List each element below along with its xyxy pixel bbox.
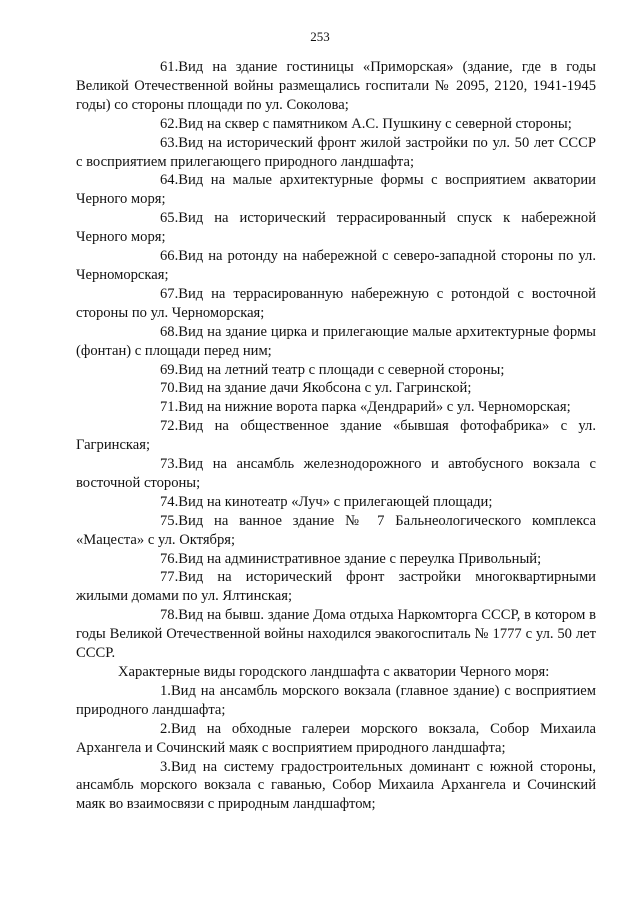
item-text: Вид на здание гостиницы «Приморская» (здание, где в годы Великой Отечественной войны размещались госпитали № 2095, 2120, 1941-1945 годы) со стороны площади по ул. Соколова; (76, 59, 596, 113)
item-text: Вид на обходные галереи морского вокзала, Собор Михаила Архангела и Сочинский маяк с восприятием природного ландшафта; (76, 720, 596, 756)
item-number: 74. (160, 493, 179, 510)
item-text: Вид на систему градостроительных доминант с южной стороны, ансамбль морского вокзала с гаванью, Собор Михаила Архангела и Сочинский маяк во взаимосвязи с природным ландшафтом; (76, 758, 596, 813)
item-text: Вид на ансамбль морского вокзала (главное здание) с восприятием природного ландшафта; (76, 682, 596, 718)
list-item (76, 512, 596, 550)
list-item (76, 568, 596, 606)
list-item (76, 550, 596, 569)
list-item (76, 417, 596, 455)
item-text: Вид на нижние ворота парка «Дендрарий» с ул. Черноморская; (178, 399, 571, 416)
item-text: Вид на исторический террасированный спуск к набережной Черного моря; (76, 210, 596, 246)
item-number: 75. (160, 512, 179, 529)
item-text: Вид на исторический фронт застройки многоквартирными жилыми домами по ул. Ялтинская; (76, 569, 596, 605)
list-item (76, 606, 596, 663)
list-item (76, 682, 596, 720)
item-text: Вид на кинотеатр «Луч» с прилегающей площади; (178, 493, 493, 510)
item-number: 68. (160, 323, 179, 340)
list-item (76, 720, 596, 758)
list-item (76, 455, 596, 493)
item-text: Вид на административное здание с переулка Привольный; (178, 550, 542, 567)
item-text: Вид на малые архитектурные формы с восприятием акватории Черного моря; (76, 172, 596, 208)
list-item (76, 285, 596, 323)
item-number: 65. (160, 210, 179, 227)
item-text: Вид на ансамбль железнодорожного и автобусного вокзала с восточной стороны; (76, 456, 596, 491)
list-item (76, 379, 596, 398)
item-number: 73. (160, 456, 179, 473)
list-item (76, 398, 596, 417)
list-item (76, 758, 596, 815)
section-heading: Характерные виды городского ландшафта с акватории Черного моря: (118, 664, 550, 680)
item-number: 1. (160, 682, 171, 699)
item-number: 67. (160, 285, 179, 302)
item-text: Вид на общественное здание «бывшая фотофабрика» с ул. Гагринская; (76, 418, 596, 454)
item-number: 76. (160, 550, 179, 567)
page-number: 253 (310, 29, 330, 44)
list-item (76, 361, 596, 380)
item-text: Вид на летний театр с площади с северной стороны; (178, 361, 505, 378)
item-text: Вид на сквер с памятником А.С. Пушкину с северной стороны; (178, 115, 572, 132)
item-text: Вид на террасированную набережную с ротондой с восточной стороны по ул. Черноморская; (76, 285, 596, 321)
list-item (76, 134, 596, 172)
item-number: 70. (160, 380, 179, 397)
item-text: Вид на здание дачи Якобсона с ул. Гагринской; (178, 380, 472, 397)
list-item (76, 209, 596, 247)
item-number: 62. (160, 115, 179, 132)
item-number: 61. (160, 59, 179, 75)
list-item (76, 323, 596, 361)
item-number: 66. (160, 248, 179, 265)
list-item (76, 171, 596, 209)
item-number: 69. (160, 361, 179, 378)
item-number: 2. (160, 720, 171, 737)
item-text: Вид на ротонду на набережной с северо-западной стороны по ул. Черноморская; (76, 248, 596, 283)
item-number: 63. (160, 134, 179, 151)
document-body (76, 58, 596, 814)
list-item (76, 58, 596, 115)
list-item (76, 115, 596, 134)
item-text: Вид на бывш. здание Дома отдыха Наркомторга СССР, в котором в годы Великой Отечественной войны находился эвакогоспиталь № 1777 с ул. 50 лет СССР. (76, 607, 596, 662)
item-text: Вид на здание цирка и прилегающие малые архитектурные формы (фонтан) с площади перед ним; (76, 323, 596, 359)
item-number: 77. (160, 569, 179, 586)
list-item (76, 493, 596, 512)
item-number: 78. (160, 607, 179, 624)
item-number: 72. (160, 418, 179, 435)
item-number: 71. (160, 399, 179, 416)
item-text: Вид на исторический фронт жилой застройки по ул. 50 лет СССР с восприятием прилегающего природного ландшафта; (76, 134, 596, 170)
item-number: 3. (160, 758, 171, 775)
item-number: 64. (160, 172, 179, 189)
list-item (76, 247, 596, 285)
item-text: Вид на ванное здание № 7 Бальнеологического комплекса «Мацеста» с ул. Октября; (76, 512, 596, 548)
